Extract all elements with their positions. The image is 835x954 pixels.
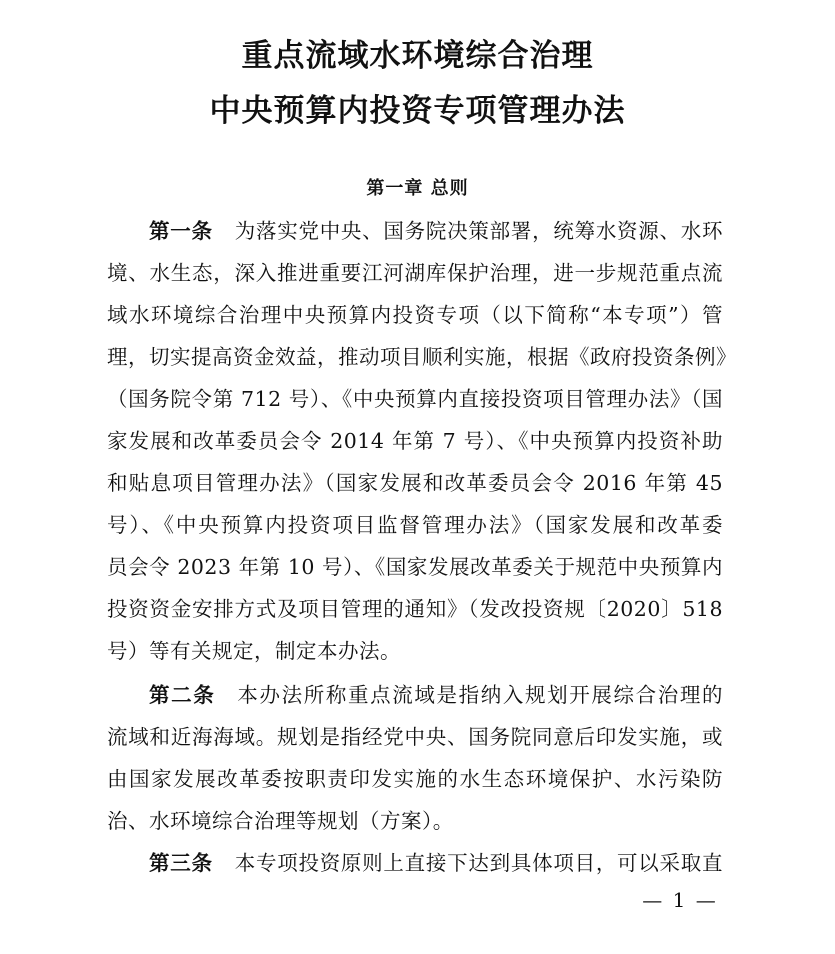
article-1-line: 员会令 2023 年第 10 号）、《国家发展改革委关于规范中央预算内: [107, 555, 723, 579]
page-number: — 1 —: [642, 888, 718, 912]
article-2-line: 本办法所称重点流域是指纳入规划开展综合治理的: [237, 683, 723, 707]
chapter-heading: 第一章 总则: [366, 178, 469, 199]
article-1-line: 为落实党中央、国务院决策部署，统筹水资源、水环: [234, 219, 724, 243]
article-1-line: 号）、《中央预算内投资项目监督管理办法》（国家发展和改革委: [107, 513, 723, 537]
article-1-first-line: [107, 214, 723, 244]
article-2-label: 第二条: [149, 683, 216, 707]
article-3-line: 本专项投资原则上直接下达到具体项目，可以采取直: [234, 851, 724, 875]
article-2-line: 由国家发展改革委按职责印发实施的水生态环境保护、水污染防: [107, 767, 723, 791]
article-1-label: 第一条: [149, 219, 213, 243]
article-1-line: 境、水生态，深入推进重要江河湖库保护治理，进一步规范重点流: [107, 261, 723, 285]
article-1-line: 域水环境综合治理中央预算内投资专项（以下简称“本专项”）管: [107, 303, 723, 327]
article-1-line: （国务院令第 712 号）、《中央预算内直接投资项目管理办法》（国: [107, 387, 723, 411]
article-3-first-line: [107, 846, 723, 876]
article-2-line: 流域和近海海域。规划是指经党中央、国务院同意后印发实施，或: [107, 725, 723, 749]
article-1-line: 投资资金安排方式及项目管理的通知》（发改投资规〔2020〕518: [107, 597, 723, 621]
article-1-line: 号）等有关规定，制定本办法。: [107, 639, 401, 663]
article-3-label: 第三条: [149, 851, 213, 875]
article-2-first-line: [107, 678, 723, 708]
article-1-line: 理，切实提高资金效益，推动项目顺利实施，根据《政府投资条例》: [107, 345, 737, 369]
article-1-line: 家发展和改革委员会令 2014 年第 7 号）、《中央预算内投资补助: [107, 429, 723, 453]
article-2-line: 治、水环境综合治理等规划（方案）。: [107, 809, 454, 833]
document-title-line-1: 重点流域水环境综合治理: [241, 38, 594, 74]
document-title-line-2: 中央预算内投资专项管理办法: [209, 93, 626, 129]
article-1-line: 和贴息项目管理办法》（国家发展和改革委员会令 2016 年第 45: [107, 471, 723, 495]
